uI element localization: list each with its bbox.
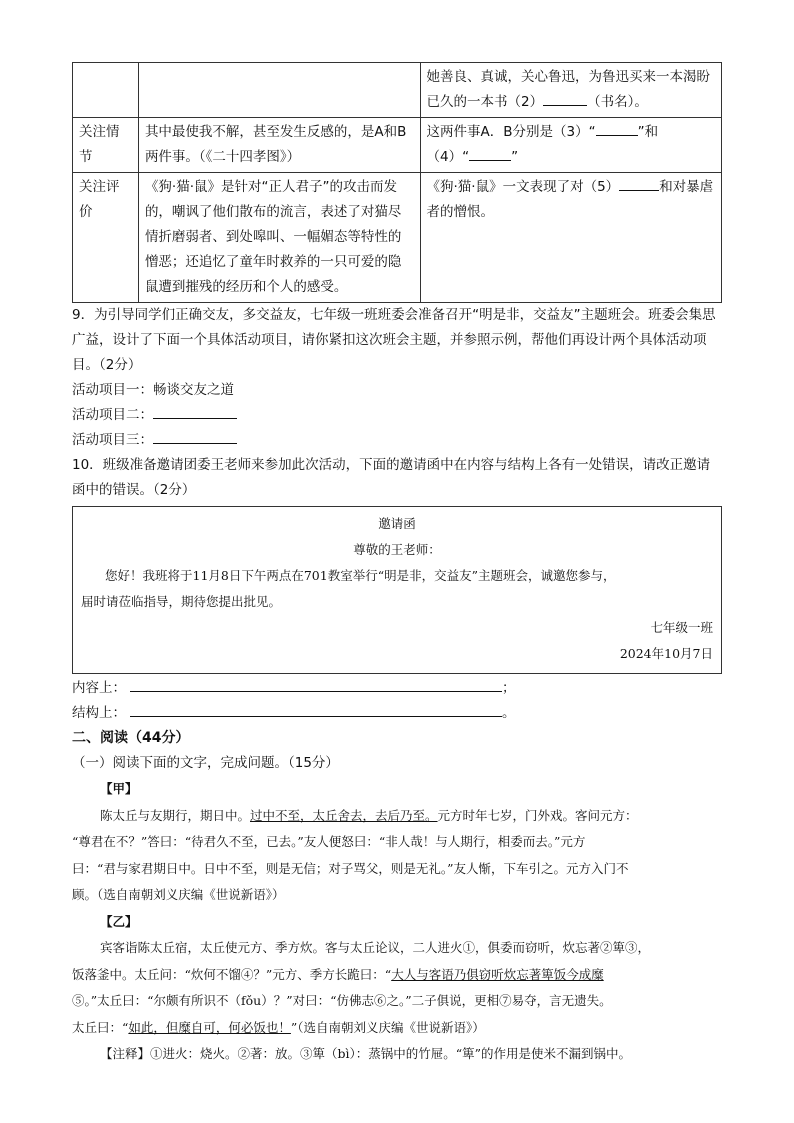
table-row [73,173,722,303]
answer-blank-3[interactable] [596,121,638,136]
row-label: 关注情节 [73,118,139,173]
text: 陈太丘与友期行，期日中。 [100,807,251,823]
punct: ； [502,680,516,696]
question-9 [72,303,722,453]
underlined-text: 大人与客语乃俱窃听炊忘著箄饭今成糜 [391,966,604,982]
passage-jia [72,776,722,909]
structure-answer [72,701,722,726]
passage-line: 曰：“君与家君期日中。日中不至，则是无信；对子骂父，则是无礼。”友人惭，下车引之。元方入门不 [72,860,629,876]
passage-line: ⑤。”太丘曰：“尔颇有所识不（fǒu）？”对曰：“仿佛志⑥之。”二子俱说，更相⑦易夺，言无遗失。 [72,993,612,1008]
activity-label: 活动项目三： [72,432,153,448]
letter-date: 2024年10月7日 [619,646,713,661]
cell-text: 和对暴虐者的憎恨。 [426,179,714,220]
table-cell: 《狗·猫·鼠》是针对“正人君子”的攻击而发的，嘲讽了他们散布的流言，表述了对猫尽情折磨弱者、到处嗥叫、一幅媚态等特性的憎恶；还追忆了童年时救养的一只可爱的隐鼠遭到摧残的经历和个人的感受。 [138,173,420,303]
content-answer [72,676,722,701]
text: ”（选自南朝刘义庆编《世说新语》） [290,1019,485,1035]
passage-line: 顾。（选自南朝刘义庆编《世说新语》） [72,887,285,902]
row-label: 关注评价 [73,173,139,303]
letter-title: 邀请函 [378,516,416,531]
activity-item-2 [72,403,722,428]
passage-yi [72,909,722,1068]
activity-label: 活动项目二： [72,407,153,423]
question-9-stem: 9．为引导同学们正确交友，多交益友，七年级一班班委会准备召开“明是非，交益友”主题班会。班委会集思广益，设计了下面一个具体活动项目，请你紧扣这次班会主题，并参照示例，帮他们再设计两个具体活动项目。（2分） [72,307,716,373]
activity-3-blank[interactable] [153,429,237,444]
cell-text: 《狗·猫·鼠》一文表现了对（5） [426,179,620,195]
answer-lines [72,676,722,726]
passage-line [72,803,722,830]
info-table [72,62,722,303]
activity-2-blank[interactable] [153,404,237,419]
passage-line [72,1015,722,1042]
table-cell [420,118,721,173]
section-title: 二、阅读（44分） [72,730,190,746]
table-cell [420,63,721,118]
cell-text: （4）“ [426,149,470,165]
text: 太丘曰：“ [72,1019,129,1035]
passage-label: 【甲】 [100,781,138,796]
underlined-text: 如此，但糜自可，何必饭也！ [128,1019,291,1035]
table-cell [138,63,420,118]
underlined-text: 过中不至，太丘舍去，去后乃至。 [250,807,438,823]
letter-salutation: 尊敬的王老师： [353,542,441,557]
cell-text: ” [511,149,519,165]
activity-item-1: 活动项目一：畅谈交友之道 [72,382,234,398]
page [72,62,722,1068]
cell-text: ”和 [637,124,659,140]
answer-blank-2[interactable] [543,91,587,106]
annotation-note: 【注释】①进火：烧火。②著：放。③箄（bì）：蒸锅中的竹屉。“箄”的作用是使米不漏到锅中。 [100,1046,632,1061]
activity-item-3 [72,428,722,453]
letter-signer: 七年级一班 [650,620,713,635]
table-cell: 其中最使我不解，甚至发生反感的，是A和B两件事。（《二十四孝图》） [138,118,420,173]
structure-answer-line[interactable] [130,702,502,717]
structure-label: 结构上： [72,705,126,721]
letter-body: 您好！我班将于11月8日下午两点在701教室举行“明是非，交益友”主题班会，诚邀您参与， [105,568,616,583]
table-cell [420,173,721,303]
content-label: 内容上： [72,680,126,696]
part-title: （一）阅读下面的文字，完成问题。（15分） [72,755,339,771]
table-row [73,118,722,173]
passage-line: 宾客诣陈太丘宿，太丘使元方、季方炊。客与太丘论议，二人进火①，俱委而窃听，炊忘著②箄③， [100,940,651,955]
content-answer-line[interactable] [130,677,502,692]
invitation-letter [72,506,722,674]
table-cell [73,63,139,118]
table-row [73,63,722,118]
question-10 [72,453,722,503]
text: 元方时年七岁，门外戏。客问元方： [437,807,638,823]
passage-line [72,962,722,989]
cell-text: 这两件事A．B分别是（3）“ [426,124,596,140]
cell-text: 她善良、真诚，关心鲁迅，为鲁迅买来一本渴盼已久的一本书（2） [426,69,711,110]
punct: 。 [502,705,516,721]
answer-blank-4[interactable] [469,146,511,161]
passage-line: “尊君在不？”答曰：“待君久不至，已去。”友人便怒曰：“非人哉！与人期行，相委而去。”元方 [72,834,586,849]
text: 饭落釜中。太丘问：“炊何不馏④？”元方、季方长跪曰：“ [72,966,392,982]
answer-blank-5[interactable] [619,176,659,191]
question-10-stem: 10．班级准备邀请团委王老师来参加此次活动，下面的邀请函中在内容与结构上各有一处错误，请改正邀请函中的错误。（2分） [72,457,711,498]
passage-label: 【乙】 [100,913,138,929]
cell-text: （书名）。 [587,94,648,110]
letter-body: 届时请莅临指导，期待您提出批见。 [81,594,282,609]
